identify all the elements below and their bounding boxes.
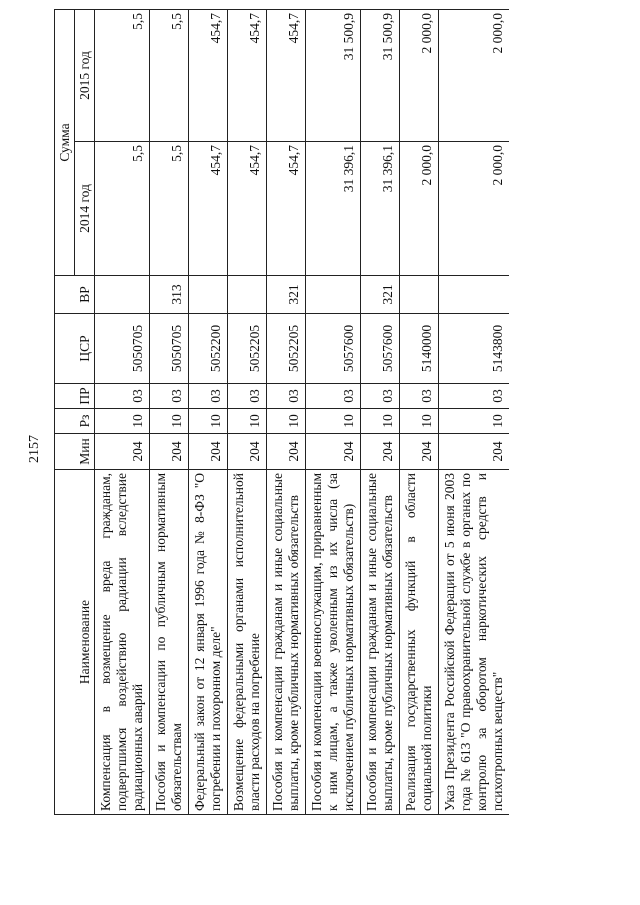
- row-vr: [95, 276, 150, 314]
- row-vr: [228, 276, 267, 314]
- page-number: 2157: [27, 435, 42, 463]
- table-row: [361, 9, 400, 814]
- header-min: Мин: [55, 434, 95, 470]
- row-csr: 5140000: [400, 314, 439, 384]
- row-vr: [439, 276, 510, 314]
- header-pr: ПР: [55, 384, 95, 409]
- row-rz: 10: [95, 409, 150, 434]
- table-row: [95, 9, 150, 814]
- row-rz: 10: [267, 409, 306, 434]
- row-min: 204: [228, 434, 267, 470]
- row-sum-2015: 454,7: [189, 9, 228, 141]
- row-name: Пособия и компенсации гражданам и иные социальные выплаты, кроме публичных нормативных обязательств: [267, 470, 306, 815]
- header-sum: Сумма: [55, 9, 75, 275]
- row-rz: 10: [189, 409, 228, 434]
- row-sum-2015: 31 500,9: [361, 9, 400, 141]
- table-row: [228, 9, 267, 814]
- row-pr: 03: [150, 384, 189, 409]
- row-name: Указ Президента Российской Федерации от 5 июня 2003 года № 613 "О правоохранительной службе в органах по контролю за оборотом наркотических средств и психотропных веществ": [439, 470, 510, 815]
- row-sum-2014: 31 396,1: [361, 142, 400, 276]
- row-sum-2014: 2 000,0: [400, 142, 439, 276]
- row-sum-2014: 31 396,1: [306, 142, 361, 276]
- row-pr: 03: [361, 384, 400, 409]
- table-row: [150, 9, 189, 814]
- row-min: 204: [439, 434, 510, 470]
- row-rz: 10: [361, 409, 400, 434]
- row-rz: 10: [150, 409, 189, 434]
- table-body: [95, 9, 510, 814]
- row-sum-2015: 2 000,0: [400, 9, 439, 141]
- row-csr: 5050705: [95, 314, 150, 384]
- row-rz: 10: [228, 409, 267, 434]
- row-min: 204: [400, 434, 439, 470]
- header-name: Наименование: [55, 470, 95, 815]
- row-rz: 10: [400, 409, 439, 434]
- row-sum-2015: 31 500,9: [306, 9, 361, 141]
- row-sum-2015: 2 000,0: [439, 9, 510, 141]
- table-row: [400, 9, 439, 814]
- row-min: 204: [150, 434, 189, 470]
- row-sum-2014: 5,5: [150, 142, 189, 276]
- table-row: [439, 9, 510, 814]
- row-min: 204: [95, 434, 150, 470]
- row-name: Федеральный закон от 12 января 1996 года № 8-ФЗ "О погребении и похоронном деле": [189, 470, 228, 815]
- row-csr: 5052200: [189, 314, 228, 384]
- row-pr: 03: [95, 384, 150, 409]
- row-vr: [400, 276, 439, 314]
- row-min: 204: [267, 434, 306, 470]
- row-pr: 03: [400, 384, 439, 409]
- row-name: Пособия и компенсации военнослужащим, приравненным к ним лицам, а также уволенным из их числа (за исключением публичных нормативных обязательств): [306, 470, 361, 815]
- row-name: Возмещение федеральными органами исполнительной власти расходов на погребение: [228, 470, 267, 815]
- row-name: Пособия и компенсации по публичным нормативным обязательствам: [150, 470, 189, 815]
- row-sum-2014: 5,5: [95, 142, 150, 276]
- row-pr: 03: [267, 384, 306, 409]
- row-sum-2015: 5,5: [150, 9, 189, 141]
- row-name: Компенсация в возмещение вреда гражданам, подвергшимся воздействию радиации вследствие радиационных аварий: [95, 470, 150, 815]
- row-sum-2015: 5,5: [95, 9, 150, 141]
- row-pr: 03: [439, 384, 510, 409]
- row-rz: 10: [306, 409, 361, 434]
- header-rz: Рз: [55, 409, 95, 434]
- header-year-2015: 2015 год: [75, 9, 95, 141]
- row-min: 204: [189, 434, 228, 470]
- row-min: 204: [306, 434, 361, 470]
- header-year-2014: 2014 год: [75, 142, 95, 276]
- row-name: Реализация государственных функций в области социальной политики: [400, 470, 439, 815]
- row-min: 204: [361, 434, 400, 470]
- row-vr: 321: [267, 276, 306, 314]
- row-name: Пособия и компенсации гражданам и иные социальные выплаты, кроме публичных нормативных обязательств: [361, 470, 400, 815]
- budget-table: [54, 9, 509, 815]
- row-csr: 5050705: [150, 314, 189, 384]
- row-sum-2014: 2 000,0: [439, 142, 510, 276]
- row-csr: 5057600: [306, 314, 361, 384]
- row-sum-2014: 454,7: [228, 142, 267, 276]
- row-sum-2014: 454,7: [267, 142, 306, 276]
- row-sum-2015: 454,7: [267, 9, 306, 141]
- table-row: [306, 9, 361, 814]
- row-sum-2015: 454,7: [228, 9, 267, 141]
- row-csr: 5057600: [361, 314, 400, 384]
- row-pr: 03: [228, 384, 267, 409]
- table-row: [189, 9, 228, 814]
- table-row: [267, 9, 306, 814]
- row-vr: 313: [150, 276, 189, 314]
- header-vr: ВР: [55, 276, 95, 314]
- row-pr: 03: [189, 384, 228, 409]
- row-csr: 5052205: [267, 314, 306, 384]
- row-rz: 10: [439, 409, 510, 434]
- row-csr: 5052205: [228, 314, 267, 384]
- row-pr: 03: [306, 384, 361, 409]
- row-vr: [189, 276, 228, 314]
- row-vr: [306, 276, 361, 314]
- row-sum-2014: 454,7: [189, 142, 228, 276]
- row-vr: 321: [361, 276, 400, 314]
- row-csr: 5143800: [439, 314, 510, 384]
- header-csr: ЦСР: [55, 314, 95, 384]
